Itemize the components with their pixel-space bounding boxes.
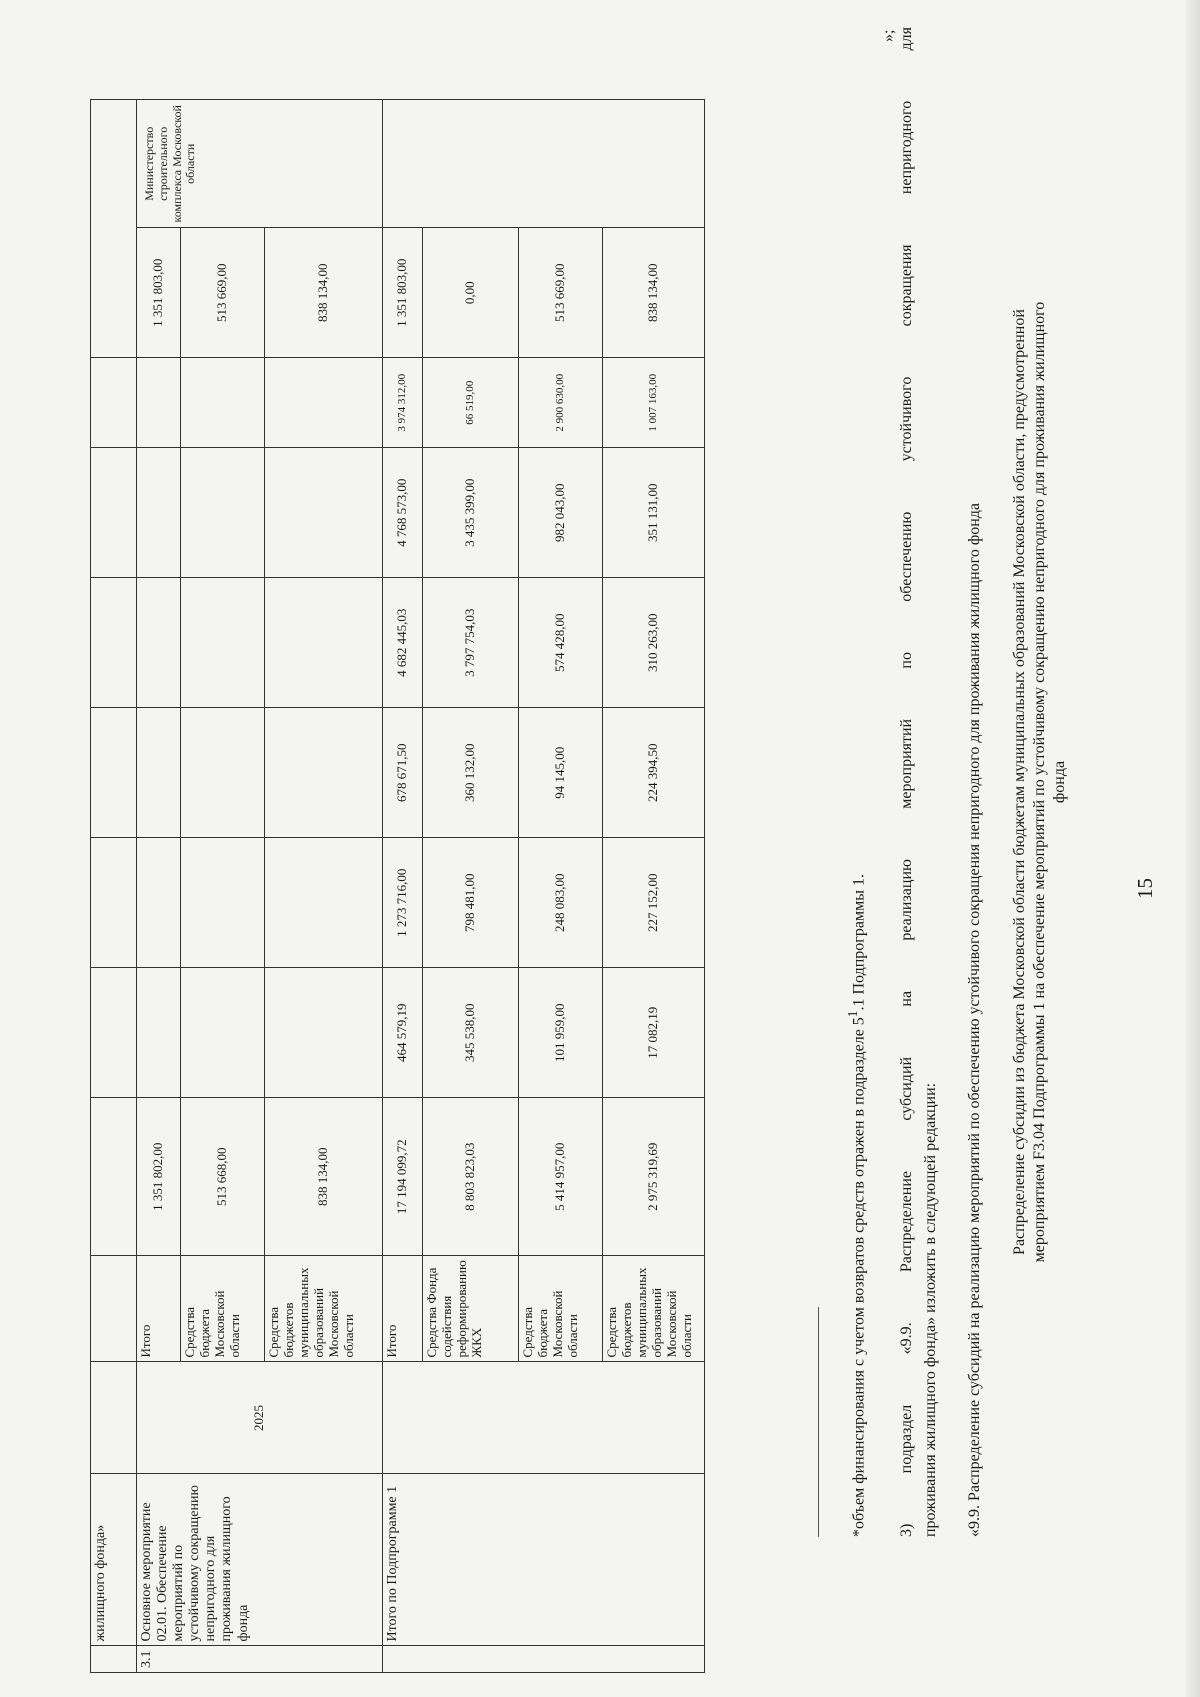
- total-cell: 1 351 802,00: [137, 1098, 181, 1256]
- total-cell: 8 803 823,03: [423, 1098, 519, 1256]
- year-value-cell: 1 351 803,00: [137, 228, 181, 358]
- total-cell: 2 975 319,69: [603, 1098, 705, 1256]
- executor-cell: Министерство строительного комплекса Московской области: [137, 100, 383, 228]
- total-cell: 838 134,00: [265, 1098, 383, 1256]
- source-cell: Итого: [383, 1256, 423, 1362]
- row-index: 3.1: [137, 1646, 383, 1673]
- year-value-cell: 1 351 803,00: [383, 228, 423, 358]
- budget-table: [90, 99, 705, 1673]
- year-value-cell: 838 134,00: [265, 228, 383, 358]
- year-value-cell: 0,00: [423, 228, 519, 358]
- year-cell: 2025: [137, 1362, 383, 1474]
- distribution-title: Распределение субсидии из бюджета Московской области бюджетам муниципальных образований Московской области, предусмотренной мероприятием F3.04 Подпрограммы 1 на обеспечение мероприятий по устойчивому сокращению непригодного для проживания жилищного фонда: [1011, 301, 1068, 1263]
- source-cell: Итого: [137, 1256, 181, 1362]
- total-cell: 513 668,00: [181, 1098, 265, 1256]
- source-cell: Средства бюджета Московской области: [181, 1256, 265, 1362]
- table-row: [137, 100, 181, 1673]
- source-cell: Средства бюджета Московской области: [519, 1256, 603, 1362]
- amendment-item-3: 3) подраздел «9.9. Распределение субсидий на реализацию мероприятий по обеспечению устойчивого сокращения непригодного для: [898, 27, 915, 1537]
- source-cell: Средства бюджетов муниципальных образований Московской области: [265, 1256, 383, 1362]
- table-row: Средства бюджета Московской области 5 414 957,00 101 959,00 248 083,00 94 145,00 574 428,00 982 043,00 2 900 630,00 513 669,00: [519, 100, 603, 1673]
- subprogram-total-label: Итого по Подпрограмме 1: [383, 1474, 705, 1646]
- table-row: Средства Фонда содействия реформированию ЖКХ 8 803 823,03 345 538,00 798 481,00 360 132,00 3 797 754,03 3 435 399,00 66 519,00 0,00: [423, 100, 519, 1673]
- year-value-cell: 513 669,00: [519, 228, 603, 358]
- section-heading-9-9: «9.9. Распределение субсидий на реализацию мероприятий по обеспечению устойчивого сокращения непригодного для проживания жилищного фонда: [966, 502, 983, 1537]
- total-cell: 5 414 957,00: [519, 1098, 603, 1256]
- source-cell: Средства Фонда содействия реформированию ЖКХ: [423, 1256, 519, 1362]
- amendment-item-3-continuation: проживания жилищного фонда» изложить в следующей редакции:: [922, 1082, 939, 1537]
- year-value-cell: 513 669,00: [181, 228, 265, 358]
- total-cell: 17 194 099,72: [383, 1098, 423, 1256]
- footnote: *объем финансирования с учетом возвратов средств отражен в подразделе $5^1.1$ Подпрограммы 1.: [845, 874, 868, 1537]
- closing-quote: »;: [880, 29, 897, 42]
- year-value-cell: 838 134,00: [603, 228, 705, 358]
- table-row: Итого по Подпрограмме 1 Итого 17 194 099,72 464 579,19 1 273 716,00 678 671,50 4 682 445,03 4 768 573,00 3 974 312,00 1 351 803,00: [383, 100, 423, 1673]
- activity-name: Основное мероприятие 02.01. Обеспечение мероприятий по устойчивому сокращению непригодного для проживания жилищного фонда: [137, 1474, 383, 1646]
- source-cell: Средства бюджетов муниципальных образований Московской области: [603, 1256, 705, 1362]
- page-number: 15: [1133, 878, 1157, 899]
- table-row: [91, 100, 137, 1673]
- footnote-divider: [818, 1307, 819, 1537]
- activity-continuation: жилищного фонда»: [91, 1474, 137, 1646]
- table-row: Средства бюджетов муниципальных образований Московской области 2 975 319,69 17 082,19 227 152,00 224 394,50 310 263,00 351 131,00 1 007 163,00 838 134,00: [603, 100, 705, 1673]
- table-cell: [91, 1646, 137, 1673]
